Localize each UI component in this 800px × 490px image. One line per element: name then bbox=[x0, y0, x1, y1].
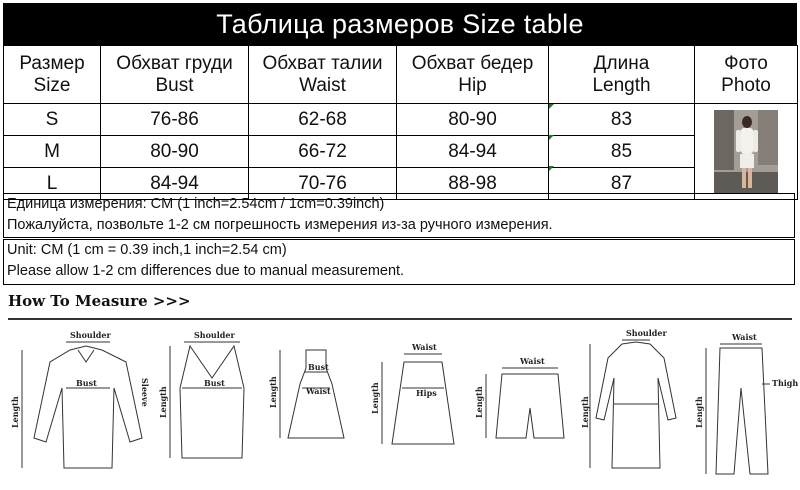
bust-label: Bust bbox=[76, 378, 97, 388]
skirt-measure-diagram bbox=[372, 328, 462, 478]
product-photo-cell bbox=[695, 104, 798, 200]
blouse-measure-diagram bbox=[10, 328, 154, 478]
shoulder-label: Shoulder bbox=[70, 330, 111, 340]
pants-measure-diagram bbox=[694, 328, 799, 478]
cell-marker-icon bbox=[549, 166, 554, 171]
header-size: Размер Size bbox=[4, 46, 101, 104]
thigh-label: Thigh bbox=[772, 378, 799, 388]
heading-divider bbox=[8, 318, 792, 320]
size-table bbox=[3, 45, 798, 200]
shorts-measure-diagram bbox=[474, 328, 574, 478]
header-photo: Фото Photo bbox=[695, 46, 798, 104]
waist-label: Waist bbox=[732, 332, 757, 342]
waist-label: Waist bbox=[306, 386, 331, 396]
length-label: Length bbox=[580, 396, 590, 428]
waist-label: Waist bbox=[412, 342, 437, 352]
vest-measure-diagram bbox=[160, 328, 260, 478]
bust-label: Bust bbox=[204, 378, 225, 388]
shoulder-label: Shoulder bbox=[194, 330, 235, 340]
product-photo bbox=[714, 110, 778, 194]
length-label: Length bbox=[10, 396, 20, 428]
length-label: Length bbox=[158, 386, 168, 418]
header-length: Длина Length bbox=[549, 46, 695, 104]
bust-label: Bust bbox=[308, 362, 329, 372]
notes-english: Unit: CM (1 cm = 0.39 inch,1 inch=2.54 cm) Please allow 1-2 cm differences due to manual measurement. bbox=[3, 239, 795, 285]
length-label: Length bbox=[474, 386, 484, 418]
notes-russian: Единица измерения: CM (1 inch=2.54cm / 1cm=0.39inch) Пожалуйста, позвольте 1-2 см погрешность измерения из-за ручного измерения. bbox=[3, 193, 795, 238]
size-table-title: Таблица размеров Size table bbox=[3, 3, 797, 45]
coat-measure-diagram bbox=[580, 328, 682, 478]
waist-label: Waist bbox=[520, 356, 545, 366]
cell-marker-icon bbox=[549, 104, 554, 109]
table-row: L 84-94 70-76 88-98 87 bbox=[4, 168, 798, 200]
length-label: Length bbox=[268, 376, 278, 408]
cell-marker-icon bbox=[549, 135, 554, 140]
how-to-measure-heading: How To Measure >>> bbox=[8, 292, 191, 310]
header-bust: Обхват груди Bust bbox=[101, 46, 249, 104]
shoulder-label: Shoulder bbox=[626, 328, 667, 338]
table-row: S 76-86 62-68 80-90 83 bbox=[4, 104, 798, 136]
table-row: M 80-90 66-72 84-94 85 bbox=[4, 136, 798, 168]
length-label: Length bbox=[694, 396, 704, 428]
header-waist: Обхват талии Waist bbox=[249, 46, 397, 104]
header-hip: Обхват бедер Hip bbox=[397, 46, 549, 104]
size-table-header bbox=[4, 46, 798, 104]
hips-label: Hips bbox=[416, 388, 437, 398]
dress-measure-diagram bbox=[268, 328, 360, 478]
sleeve-label: Sleeve bbox=[140, 378, 150, 407]
length-label: Length bbox=[370, 382, 380, 414]
